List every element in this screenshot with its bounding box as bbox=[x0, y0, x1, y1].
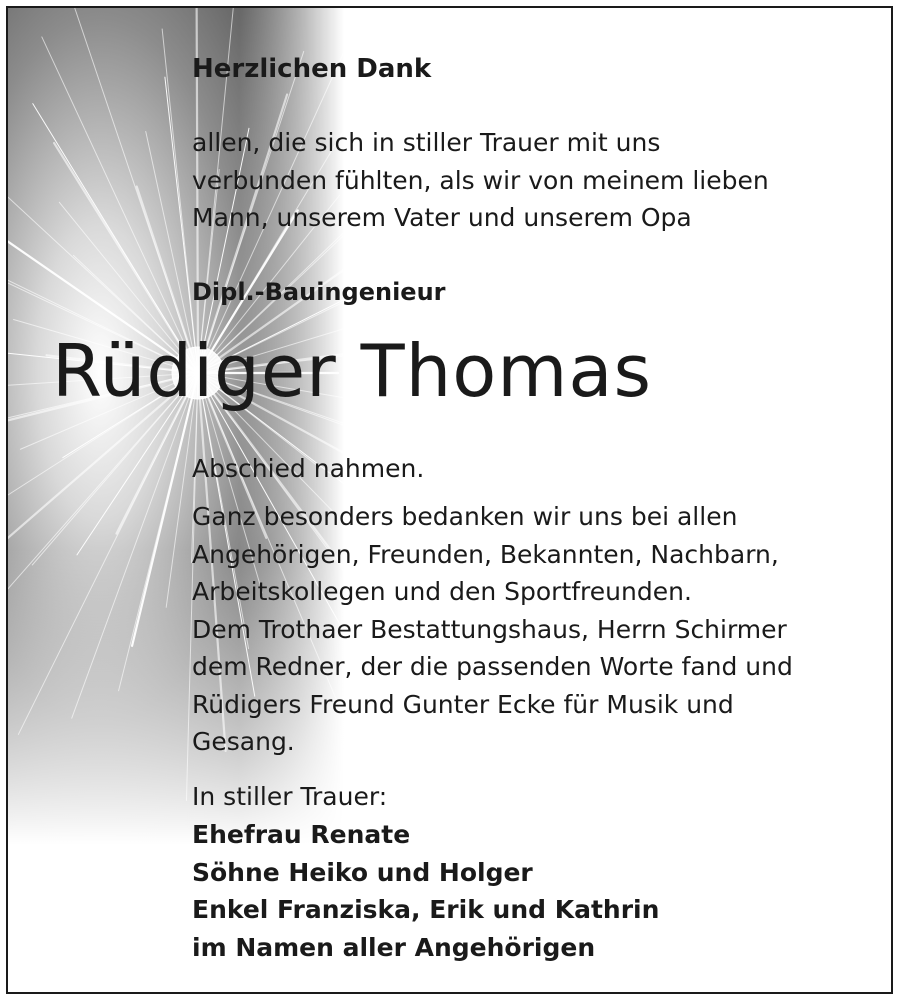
intro-paragraph bbox=[192, 124, 769, 237]
thanks-line: dem Redner, der die passenden Worte fand und bbox=[192, 652, 793, 681]
signers-list bbox=[192, 816, 659, 966]
signer: Söhne Heiko und Holger bbox=[192, 857, 533, 887]
thanks-line: Dem Trothaer Bestattungshaus, Herrn Schirmer bbox=[192, 614, 787, 644]
intro-line: Mann, unserem Vater und unserem Opa bbox=[192, 203, 692, 232]
signer: Ehefrau Renate bbox=[192, 820, 411, 849]
farewell-line: Abschied nahmen. bbox=[192, 454, 425, 483]
mourning-label: In stiller Trauer: bbox=[192, 782, 388, 811]
deceased-name: Rüdiger Thomas bbox=[52, 329, 653, 413]
heading: Herzlichen Dank bbox=[192, 54, 432, 84]
thanks-line: Angehörigen, Freunden, Bekannten, Nachbarn, bbox=[192, 539, 779, 569]
thanks-line: Ganz besonders bedanken wir uns bei allen bbox=[192, 502, 738, 531]
signer: im Namen aller Angehörigen bbox=[192, 932, 596, 962]
signer: Enkel Franziska, Erik und Kathrin bbox=[192, 895, 660, 924]
obituary-card bbox=[6, 6, 893, 994]
thanks-line: Gesang. bbox=[192, 727, 295, 756]
thanks-line: Rüdigers Freund Gunter Ecke für Musik und bbox=[192, 689, 734, 719]
intro-line: verbunden fühlten, als wir von meinem lieben bbox=[192, 165, 769, 195]
intro-line: allen, die sich in stiller Trauer mit uns bbox=[192, 128, 661, 157]
thanks-paragraph bbox=[192, 498, 793, 761]
professional-title: Dipl.-Bauingenieur bbox=[192, 278, 446, 306]
thanks-line: Arbeitskollegen und den Sportfreunden. bbox=[192, 577, 692, 606]
